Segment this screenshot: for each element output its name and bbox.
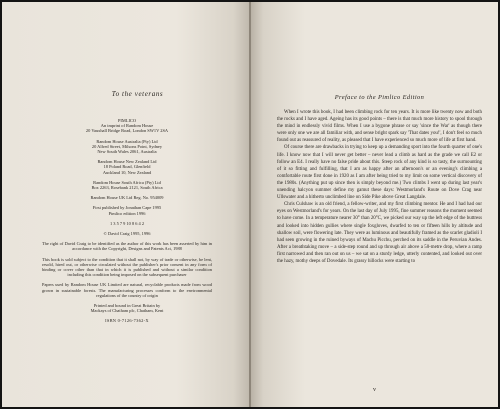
imprint-line: An imprint of Random House [100,123,154,129]
preface-title: Preface to the Pimlico Edition [334,94,425,101]
left-page [2,2,251,407]
imprint-line: PIMLICO [117,118,137,123]
imprint-block [42,195,212,200]
imprint-block [42,231,212,236]
imprint-line: Auckland 10, New Zealand [102,169,152,175]
imprint-line: © David Craig 1995, 1996 [103,231,151,237]
right-page [251,2,498,407]
preface-paragraph: Chris Culshaw is an old friend, a fellow-writer, and my first climbing mentor. He and I had had our eyes on Westmorland's for years. On the last day of July 1995, fine summer reasons the moment seemed to have come. In a temperature nearer 30° than 20°C, we picked our way up the left edge of the buttress and looked into hidden gullies where single foxgloves, dwarfed to ten or fifteen hills by altitude and shallow soil, were flowering late. They were as luminous and beautifully framed as the scarlet gladioli I had seen growing in the ruined byways of Machu Picchu, perched on its saddle in the Peruvian Andes. After a breathtaking move – a side-step round and up through air above a 50-metre drop, where a ramp first narrowed and then ran out on us – we sat on a sturdy ledge, utterly contented, and looked out over the hazy, mothy deeps of Dovedale. Its grassy hillocks were starting to [277,202,482,264]
imprint-line: Random House New Zealand Ltd [97,159,157,165]
isbn: ISBN 0-7126-7362-X [105,318,149,324]
rights-notice: The right of David Craig to be identified as the author of this work has been asserted by him in accordance with the Copyright, Designs and Patents Act, 1988 [42,241,212,252]
imprint-line: 20 Vauxhall Bridge Road, London SW1V 2SA [85,128,169,134]
paper-notice: Papers used by Random House UK Limited are natural, recyclable products made from wood grown in sustainable forests. The manufacturing processes conform to the environmental regulations of the country of origin [42,282,212,298]
imprint-line: Random House Australia (Pty) Ltd [96,138,158,144]
imprint-line: 20 Alfred Street, Milsons Point, Sydney [91,143,163,149]
imprint-block [42,139,212,155]
preface-paragraph: When I wrote this book, I had been climbing rock for ten years. It is more like twenty now and both the rocks and I have aged. Ageing has its good points – there is that much more history to spool through the mind in endlessly vivid films. When I use a bygone phrase or say 'since the War' as though there were only one we are all familiar with, and sense bright spark say 'That dates you!', I don't feel so much found out as reassured of reality, as pleased that I have experienced so much more of life at first hand. [277,110,482,144]
imprint-line: Random House South Africa (Pty) Ltd [93,179,161,185]
imprint-line: Printed and bound in Great Britain by [93,303,161,309]
imprint-line: Pimlico edition 1996 [108,210,146,216]
imprint-line: First published by Jonathan Cape 1995 [92,205,162,211]
imprint-block [42,180,212,190]
preface-paragraph: Of course there are drawbacks in trying to keep up a demanding sport into the fourth quarter of one's life. I know now that I will never get better – never lead a climb as hard as the grade we call E2 or follow an E4. I really have no false pride about this. Steep rock of any kind is so tasty, the surmounting of it so fitting and fulfilling, that I am as happy after an afternoon's or an evening's climbing a comfortable route first done in 1920 as I am after being tried to my limit on some vertical discovery of the 1980s. (Anything put up since then is simply beyond me.) Two climbs I went up during last year's unending halcyon summer define my gamut these days: Westmorland's Route on Dove Crag near Ullswater and a hitherto unclimbed line on Side Pike above Great Langdale. [277,145,482,201]
imprint-block [42,205,212,215]
imprint-line: Mackays of Chatham plc, Chatham, Kent [90,308,164,314]
dedication: To the veterans [111,90,164,98]
imprint-block [42,221,212,226]
imprint-block [42,159,212,175]
sale-conditions: This book is sold subject to the condition that it shall not, by way of trade or otherwise, be lent, resold, hired out, or otherwise circulated without the publisher's prior consent in any form of binding or cover other than that in which it is published and without a similar condition including this condition being imposed on the subsequent purchaser [42,256,212,278]
imprint-line: 18 Poland Road, Glenfield [103,164,151,170]
imprint-block [42,303,212,313]
preface-body [277,109,482,265]
imprint-line: New South Wales 2061, Australia [97,149,157,155]
imprint-block [42,118,212,134]
book-gutter [249,2,251,407]
imprint-line: Random House UK Ltd Reg. No. 954009 [90,195,164,201]
imprint-line: Box 2263, Rosebank 2121, South Africa [91,185,163,191]
imprint-page [42,118,212,324]
imprint-line: 1 3 5 7 9 10 8 6 4 2 [109,220,145,226]
page-number: v [373,387,376,393]
